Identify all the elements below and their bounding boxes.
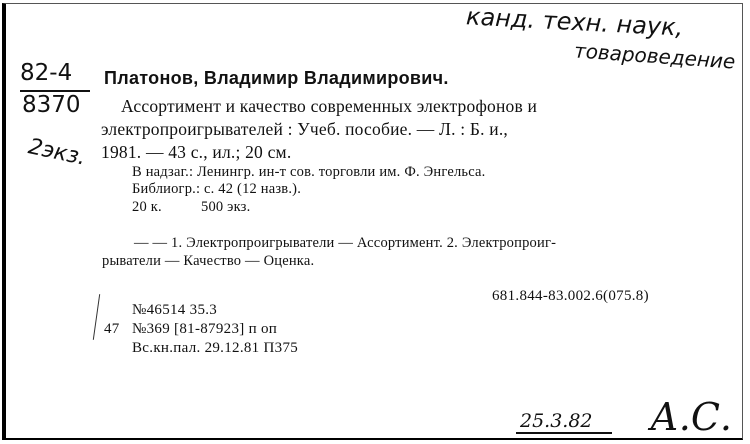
handwritten-copies-note: 2экз. [26, 134, 89, 171]
note-line-1: В надзаг.: Ленингр. ин-т сов. торговли им. Ф. Энгельса. [132, 164, 486, 180]
record-line-3: Вс.кн.пал. 29.12.81 П375 [132, 340, 299, 356]
title-line-3: 1981. — 43 с., ил.; 20 см. [101, 142, 292, 162]
note-line-2: Библиогр.: с. 42 (12 назв.). [132, 181, 302, 197]
handwritten-date: 25.3.82 [520, 410, 593, 432]
handwritten-shelf-code-2: 8370 [22, 92, 81, 118]
subjects-line-2: рыватели — Качество — Оценка. [102, 253, 315, 269]
handwritten-shelf-code-1: 82-4 [20, 60, 73, 86]
record-line-2: №369 [81-87923] п оп [132, 321, 278, 337]
handwritten-initials: А.С. [650, 395, 733, 439]
udc-number: 681.844-83.002.6(075.8) [492, 288, 649, 304]
handwritten-degree-note: канд. техн. наук, [465, 2, 684, 42]
title-line-2: электропроигрывателей : Учеб. пособие. — Л. : Б. и., [101, 119, 508, 139]
subjects-line-1: — — 1. Электропроигрыватели — Ассортимент. 2. Электропроиг- [134, 235, 557, 251]
record-line-2-prefix: 47 [104, 321, 120, 337]
handwritten-specialty-note: товароведение [573, 38, 737, 74]
title-line-1: Ассортимент и качество современных электрофонов и [121, 96, 538, 116]
price: 20 к. [132, 199, 162, 215]
copies-count: 500 экз. [201, 199, 251, 215]
author-heading: Платонов, Владимир Владимирович. [104, 68, 449, 88]
record-line-1: №46514 35.3 [132, 302, 218, 318]
signature-underline [516, 432, 612, 434]
